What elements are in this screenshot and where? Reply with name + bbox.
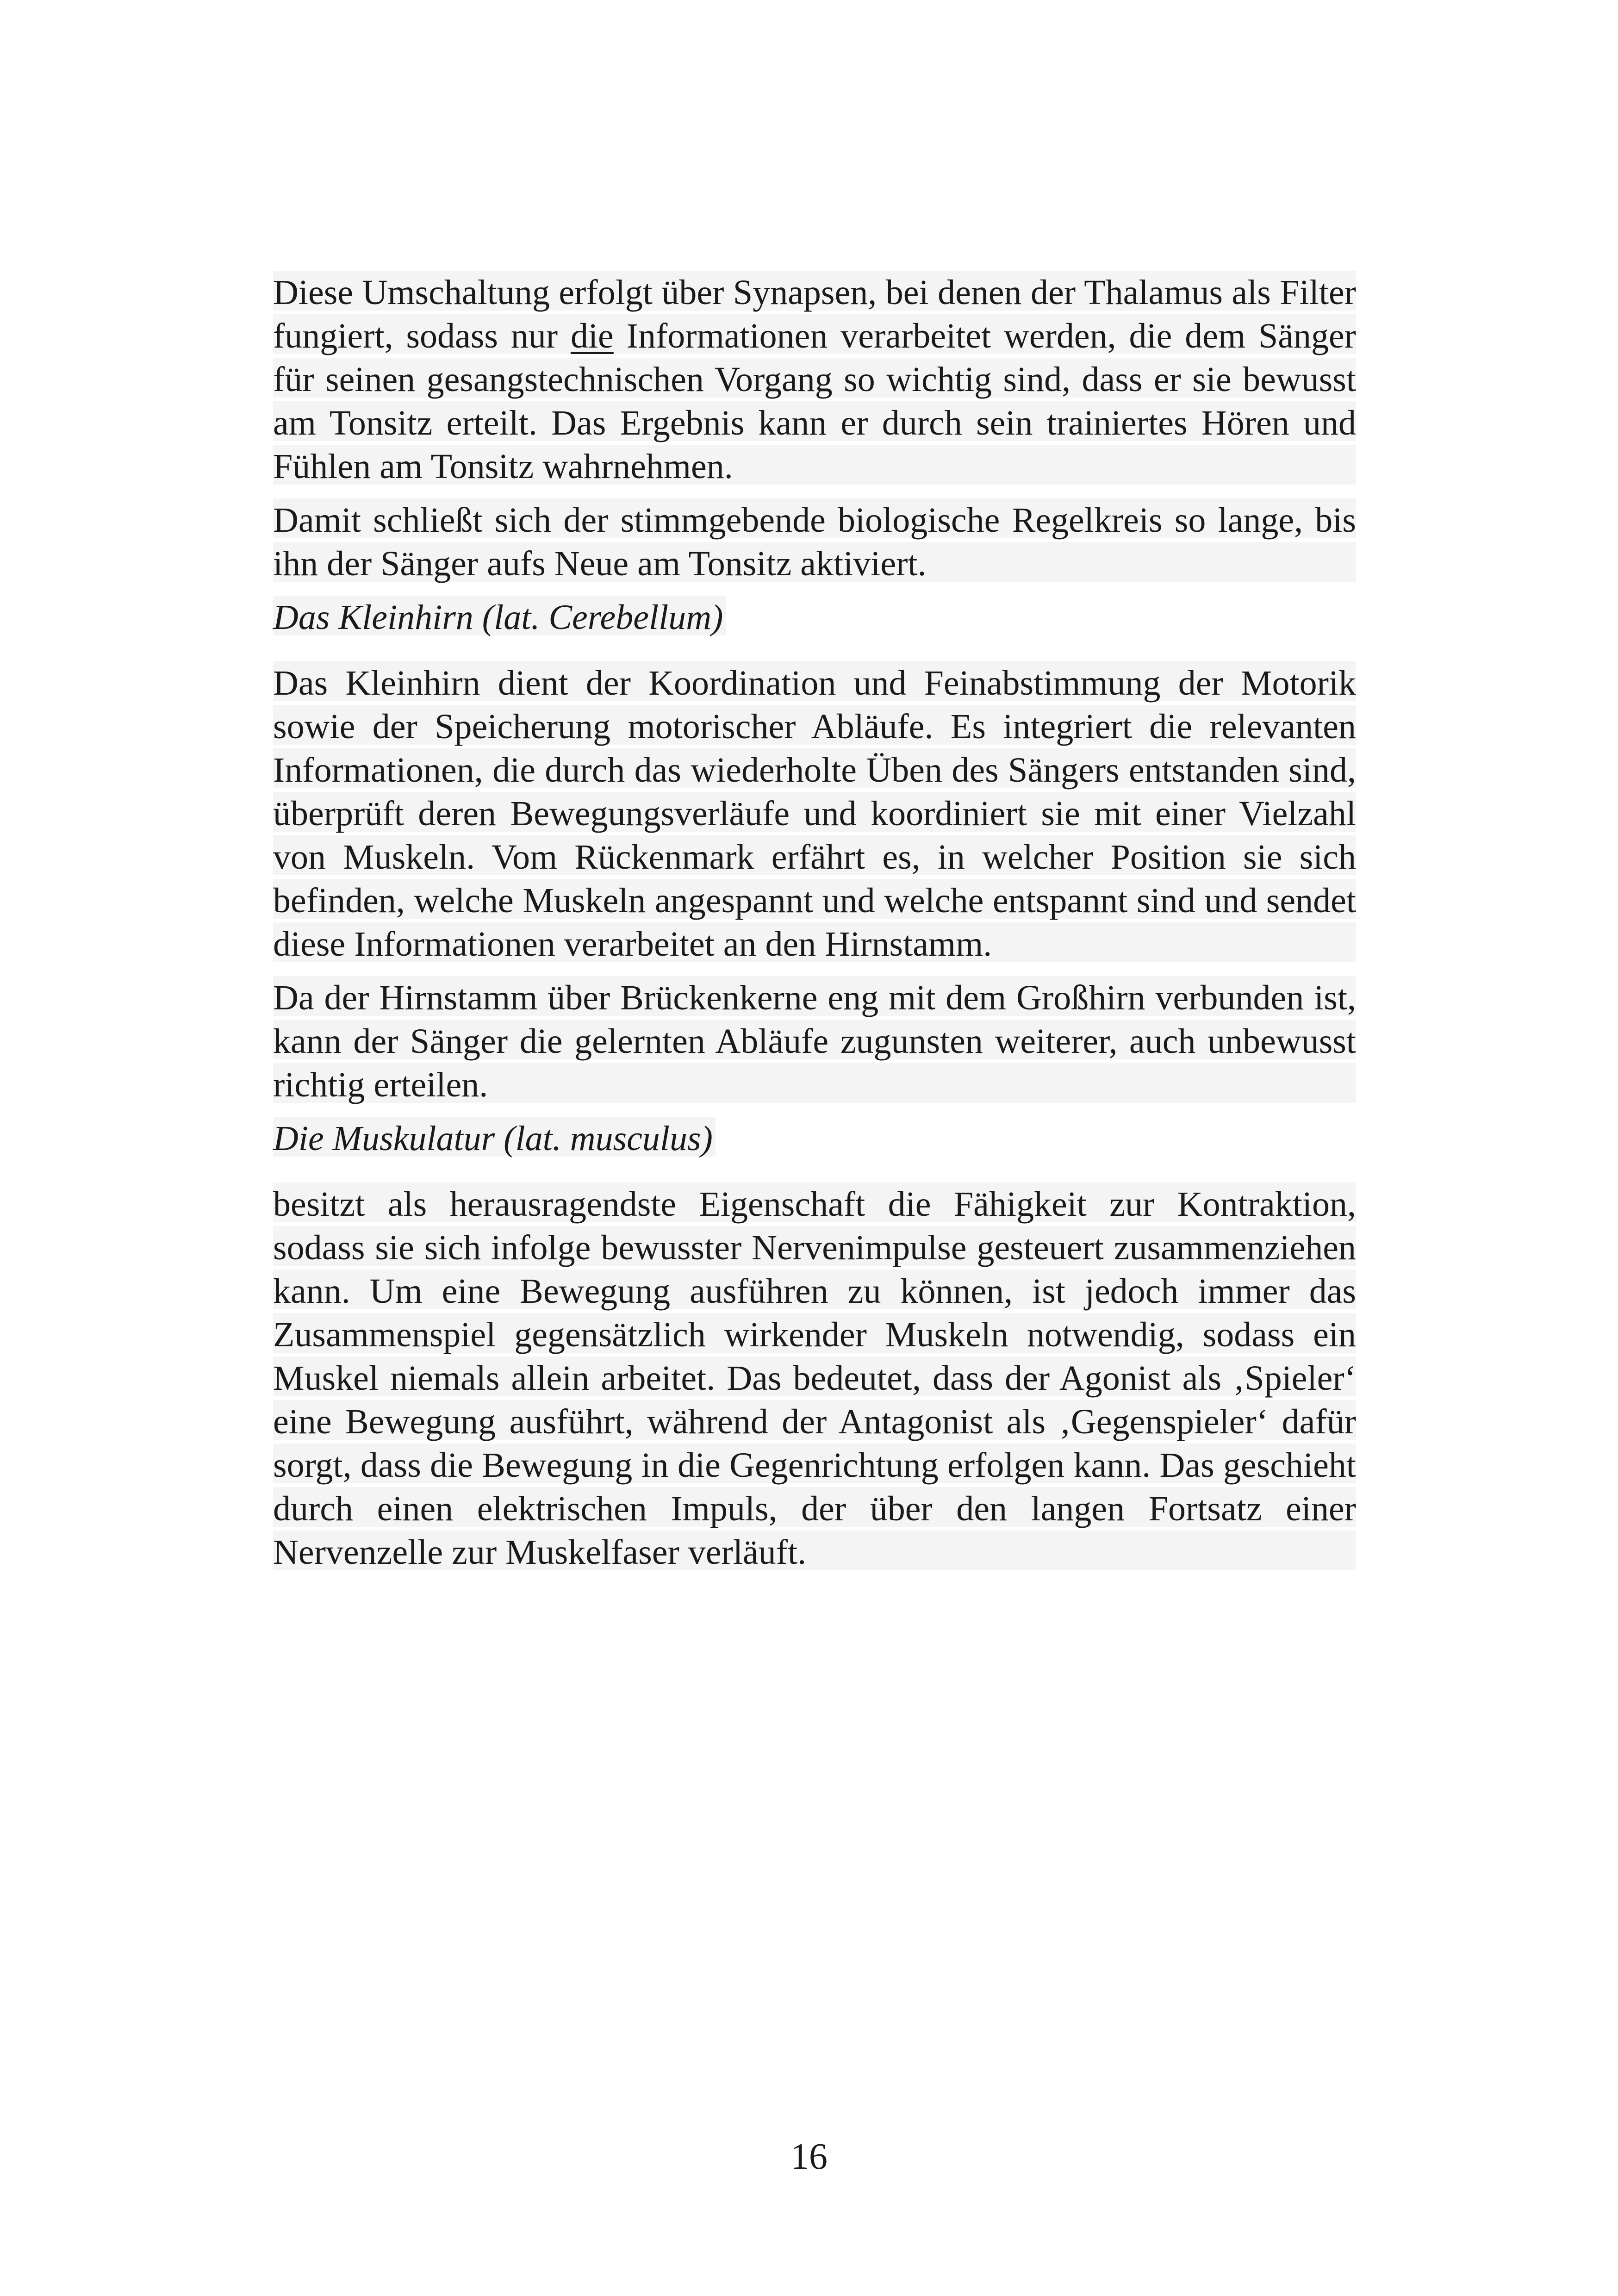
paragraph-thalamus bbox=[273, 271, 1356, 488]
paragraph-kleinhirn: Das Kleinhirn dient der Koordination und Feinabstimmung der Motorik sowie der Speicherung motorischer Abläufe. Es integriert die relevanten Informationen, die durch das wiederholte Üben des Sängers entstanden sind, überprüft deren Bewegungsverläufe und koordiniert sie mit einer Vielzahl von Muskeln. Vom Rückenmark erfährt es, in welcher Position sie sich befinden, welche Muskeln angespannt und welche entspannt sind und sendet diese Informationen verarbeitet an den Hirnstamm. bbox=[273, 661, 1356, 966]
page-number: 16 bbox=[790, 2136, 828, 2177]
paragraph-thalamus-text-end: Informationen verarbeitet werden, die dem Sänger für seinen gesangstechnischen Vorgang so wichtig sind, dass er sie bewusst am Tonsitz erteilt. Das Ergebnis kann er durch sein trainiertes Hören und Fühlen am Tonsitz wahrnehmen. bbox=[273, 317, 1356, 486]
paragraph-regelkreis: Damit schließt sich der stimmgebende biologische Regelkreis so lange, bis ihn der Sänger aufs Neue am Tonsitz aktiviert. bbox=[273, 498, 1356, 585]
heading-kleinhirn-wrap bbox=[273, 596, 1356, 651]
paragraph-muskulatur: besitzt als herausragendste Eigenschaft die Fähigkeit zur Kontraktion, sodass sie sich infolge bewusster Nervenimpulse gesteuert zusammenziehen kann. Um eine Bewegung ausführen zu können, ist jedoch immer das Zusammenspiel gegensätzlich wirkender Muskeln notwendig, sodass ein Muskel niemals allein arbeitet. Das bedeutet, dass der Agonist als ‚Spieler‘ eine Bewegung ausführt, während der Antagonist als ‚Gegenspieler‘ dafür sorgt, dass die Bewegung in die Gegenrichtung erfolgen kann. Das geschieht durch einen elektrischen Impuls, der über den langen Fortsatz einer Nervenzelle zur Muskelfaser verläuft. bbox=[273, 1182, 1356, 1574]
heading-muskulatur: Die Muskulatur (lat. musculus) bbox=[273, 1117, 716, 1160]
heading-muskulatur-wrap bbox=[273, 1117, 1356, 1172]
page-body bbox=[273, 271, 1356, 1584]
paragraph-hirnstamm: Da der Hirnstamm über Brückenkerne eng mit dem Großhirn verbunden ist, kann der Sänger die gelernten Abläufe zugunsten weiterer, auch unbewusst richtig erteilen. bbox=[273, 976, 1356, 1107]
heading-kleinhirn: Das Kleinhirn (lat. Cerebellum) bbox=[273, 596, 726, 639]
paragraph-thalamus-text-start: Diese Umschaltung erfolgt über Synapsen, bei denen der Thalamus als Filter fungiert, sodass nur bbox=[273, 273, 1356, 355]
underlined-word: die bbox=[570, 317, 614, 355]
